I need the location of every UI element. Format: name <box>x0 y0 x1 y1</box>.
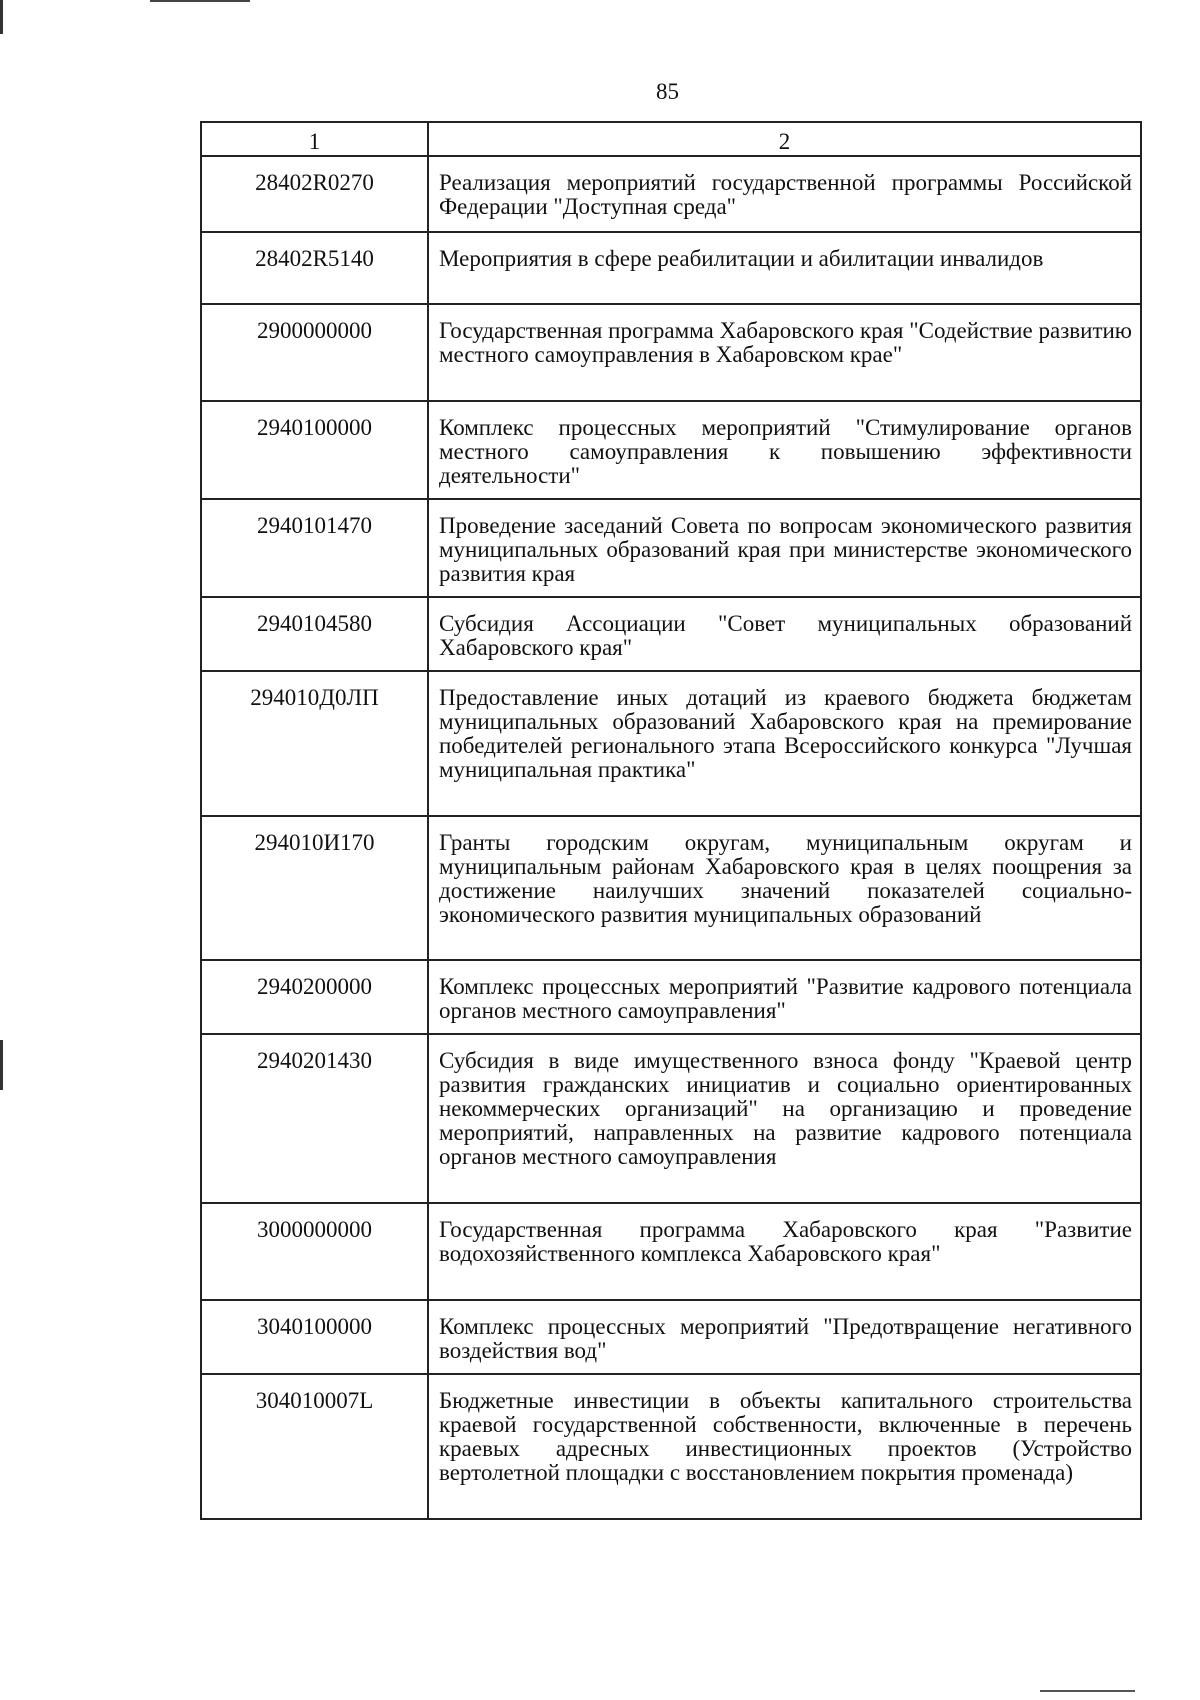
budget-classification-table <box>200 121 1142 1520</box>
row-description: Субсидия Ассоциации "Совет муниципальных образований Хабаровского края" <box>428 597 1141 671</box>
scan-artifact-edge <box>0 1040 3 1090</box>
row-description: Мероприятия в сфере реабилитации и абилитации инвалидов <box>428 232 1141 304</box>
table-row <box>201 1203 1141 1300</box>
row-code: 294010И170 <box>201 816 428 960</box>
table-row <box>201 816 1141 960</box>
row-description: Гранты городским округам, муниципальным округам и муниципальным районам Хабаровского края в целях поощрения за достижение наилучших значений показателей социально-экономического развития муниципальных образований <box>428 816 1141 960</box>
table-row <box>201 1300 1141 1374</box>
table-row <box>201 499 1141 597</box>
row-description: Государственная программа Хабаровского края "Развитие водохозяйственного комплекса Хабаровского края" <box>428 1203 1141 1300</box>
row-description: Комплекс процессных мероприятий "Предотвращение негативного воздействия вод" <box>428 1300 1141 1374</box>
scan-artifact-edge <box>0 0 3 34</box>
table-row <box>201 1374 1141 1519</box>
table-row <box>201 960 1141 1034</box>
column-header-description: 2 <box>428 122 1141 156</box>
row-description: Субсидия в виде имущественного взноса фонду "Краевой центр развития гражданских инициатив и социально ориентированных некоммерческих организаций" на организацию и проведение мероприятий, направленных на развитие кадрового потенциала органов местного самоуправления <box>428 1034 1141 1203</box>
row-code: 2940201430 <box>201 1034 428 1203</box>
row-description: Бюджетные инвестиции в объекты капитального строительства краевой государственной собственности, включенные в перечень краевых адресных инвестиционных проектов (Устройство вертолетной площадки с восстановлением покрытия променада) <box>428 1374 1141 1519</box>
row-description: Комплекс процессных мероприятий "Стимулирование органов местного самоуправления к повышению эффективности деятельности" <box>428 401 1141 499</box>
row-code: 304010007L <box>201 1374 428 1519</box>
page-number: 85 <box>656 79 679 104</box>
table-row <box>201 401 1141 499</box>
row-description: Предоставление иных дотаций из краевого бюджета бюджетам муниципальных образований Хабаровского края на премирование победителей регионального этапа Всероссийского конкурса "Лучшая муниципальная практика" <box>428 671 1141 816</box>
row-code: 2940200000 <box>201 960 428 1034</box>
table-row <box>201 671 1141 816</box>
column-header-code: 1 <box>201 122 428 156</box>
row-code: 294010Д0ЛП <box>201 671 428 816</box>
table-row <box>201 156 1141 232</box>
row-description: Государственная программа Хабаровского края "Содействие развитию местного самоуправления в Хабаровском крае" <box>428 304 1141 401</box>
table-row <box>201 597 1141 671</box>
row-code: 2940100000 <box>201 401 428 499</box>
scan-artifact-bottom <box>1040 1690 1135 1692</box>
row-code: 3000000000 <box>201 1203 428 1300</box>
table-row <box>201 232 1141 304</box>
row-description: Комплекс процессных мероприятий "Развитие кадрового потенциала органов местного самоуправления" <box>428 960 1141 1034</box>
row-code: 28402R5140 <box>201 232 428 304</box>
scan-artifact-top <box>150 0 250 2</box>
row-code: 3040100000 <box>201 1300 428 1374</box>
table-row <box>201 1034 1141 1203</box>
row-code: 28402R0270 <box>201 156 428 232</box>
row-code: 2940101470 <box>201 499 428 597</box>
row-description: Реализация мероприятий государственной программы Российской Федерации "Доступная среда" <box>428 156 1141 232</box>
row-code: 2940104580 <box>201 597 428 671</box>
table-header-row <box>201 122 1141 156</box>
row-code: 2900000000 <box>201 304 428 401</box>
table-row <box>201 304 1141 401</box>
row-description: Проведение заседаний Совета по вопросам экономического развития муниципальных образований края при министерстве экономического развития края <box>428 499 1141 597</box>
